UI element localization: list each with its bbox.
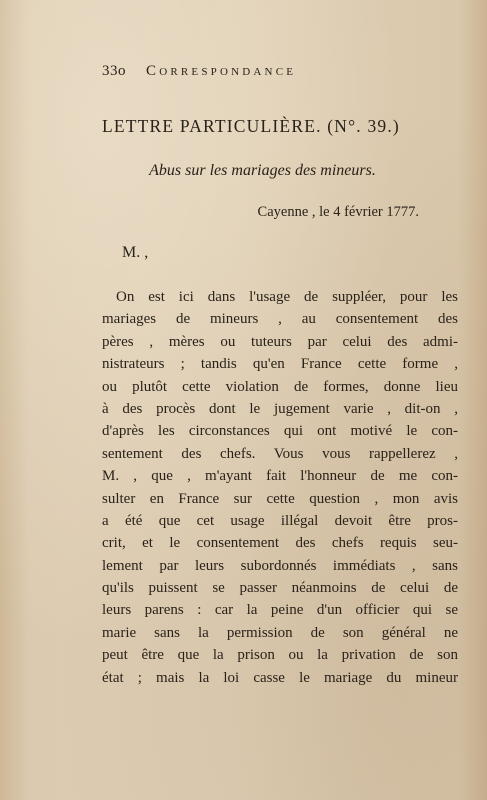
body-line: état ; mais la loi casse le mariage du mineur bbox=[102, 669, 458, 686]
body-line: On est ici dans l'usage de suppléer, pour les bbox=[116, 289, 458, 305]
body-line: pères , mères ou tuteurs par celui des admi- bbox=[102, 333, 458, 350]
letter-body bbox=[102, 286, 458, 689]
body-line: à des procès dont le jugement varie , dit-on , bbox=[102, 400, 458, 417]
running-title: Correspondance bbox=[146, 63, 297, 79]
letter-subtitle: Abus sur les mariages des mineurs. bbox=[149, 162, 376, 179]
body-line: M. , que , m'ayant fait l'honneur de me con- bbox=[102, 468, 458, 485]
body-line: sulter en France sur cette question , mon avis bbox=[102, 490, 458, 507]
body-line: crit, et le consentement des chefs requis seu- bbox=[102, 535, 458, 552]
body-line: lement par leurs subordonnés immédiats , sans bbox=[102, 557, 458, 574]
body-line: d'après les circonstances qui ont motivé le con- bbox=[102, 423, 458, 440]
salutation: M. , bbox=[122, 244, 149, 261]
body-line: qu'ils puissent se passer néanmoins de celui de bbox=[102, 580, 458, 597]
body-line: leurs parens : car la peine d'un officier qui se bbox=[102, 602, 458, 619]
letter-title: LETTRE PARTICULIÈRE. (N°. 39.) bbox=[102, 116, 400, 136]
dateline: Cayenne , le 4 février 1777. bbox=[257, 204, 419, 220]
page-number: 33o bbox=[102, 63, 126, 79]
body-line: mariages de mineurs , au consentement des bbox=[102, 311, 458, 328]
body-line: peut être que la prison ou la privation de son bbox=[102, 647, 458, 664]
running-head bbox=[102, 63, 422, 80]
body-line: marie sans la permission de son général ne bbox=[102, 624, 458, 641]
body-line: a été que cet usage illégal devoit être pros- bbox=[102, 512, 458, 529]
body-line: sentement des chefs. Vous vous rappellerez , bbox=[102, 445, 458, 462]
body-line: nistrateurs ; tandis qu'en France cette forme , bbox=[102, 356, 458, 373]
body-line: ou plutôt cette violation de formes, donne lieu bbox=[102, 378, 458, 395]
